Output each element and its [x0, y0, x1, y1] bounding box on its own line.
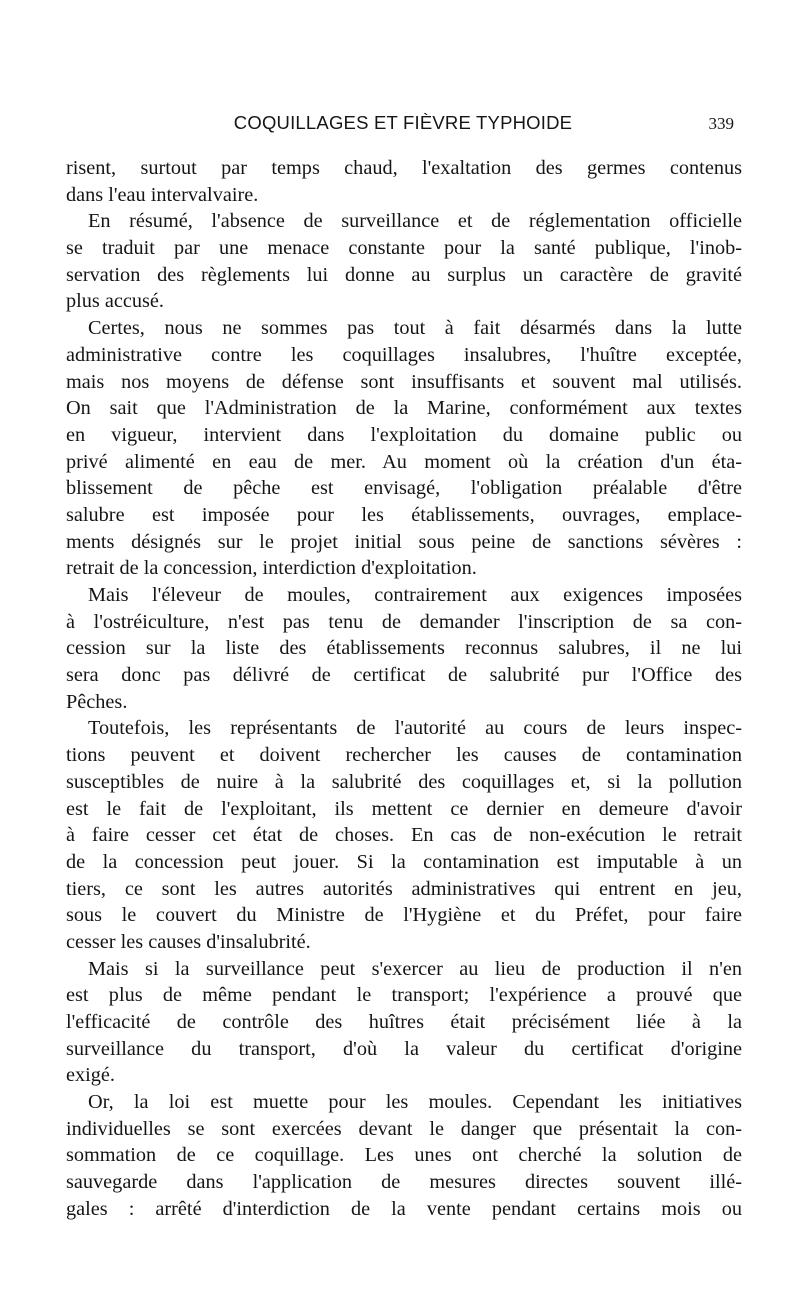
text-line: On sait que l'Administration de la Marine, conformément aux textes [66, 397, 742, 420]
text-line: Pêches. [66, 690, 128, 713]
text-line: administrative contre les coquillages insalubres, l'huître exceptée, [66, 343, 742, 366]
text-line: Toutefois, les représentants de l'autorité au cours de leurs inspec- [88, 717, 742, 740]
page-number: 339 [708, 114, 734, 133]
text-line: ments désignés sur le projet initial sous peine de sanctions sévères : [66, 530, 742, 553]
text-line: cession sur la liste des établissements reconnus salubres, il ne lui [66, 637, 742, 660]
text-line: sauvegarde dans l'application de mesures directes souvent illé- [66, 1171, 742, 1194]
text-line: sous le couvert du Ministre de l'Hygiène et du Préfet, pour faire [66, 904, 742, 927]
text-line: Mais si la surveillance peut s'exercer au lieu de production il n'en [88, 957, 742, 980]
text-line: susceptibles de nuire à la salubrité des coquillages et, si la pollution [66, 770, 742, 793]
text-line: risent, surtout par temps chaud, l'exaltation des germes contenus [66, 157, 742, 179]
text-line: tions peuvent et doivent rechercher les causes de contamination [66, 744, 742, 767]
text-line: individuelles se sont exercées devant le danger que présentait la con- [66, 1117, 742, 1140]
text-line: cesser les causes d'insalubrité. [66, 930, 311, 953]
running-title: COQUILLAGES ET FIÈVRE TYPHOIDE [233, 112, 573, 133]
text-line: retrait de la concession, interdiction d'exploitation. [66, 557, 477, 580]
text-line: à faire cesser cet état de choses. En cas de non-exécution le retrait [66, 824, 742, 847]
text-line: surveillance du transport, d'où la valeur du certificat d'origine [66, 1037, 742, 1060]
text-line: tiers, ce sont les autres autorités administratives qui entrent en jeu, [66, 877, 742, 900]
text-line: de la concession peut jouer. Si la contamination est imputable à un [66, 850, 742, 873]
text-line: dans l'eau intervalvaire. [66, 183, 259, 206]
text-line: est plus de même pendant le transport; l'expérience a prouvé que [66, 984, 742, 1007]
text-line: blissement de pêche est envisagé, l'obligation préalable d'être [66, 477, 742, 500]
text-line: Certes, nous ne sommes pas tout à fait désarmés dans la lutte [88, 317, 742, 340]
text-line: se traduit par une menace constante pour la santé publique, l'inob- [66, 237, 742, 260]
text-line: en vigueur, intervient dans l'exploitation du domaine public ou [66, 423, 742, 446]
text-line: Or, la loi est muette pour les moules. Cependant les initiatives [88, 1091, 742, 1114]
text-line: exigé. [66, 1064, 115, 1087]
text-line: salubre est imposée pour les établissements, ouvrages, emplace- [66, 503, 742, 526]
text-line: privé alimenté en eau de mer. Au moment où la création d'un éta- [66, 450, 742, 473]
text-line: sera donc pas délivré de certificat de salubrité pur l'Office des [66, 664, 742, 687]
text-line: En résumé, l'absence de surveillance et de réglementation officielle [88, 210, 742, 233]
page-header [66, 112, 740, 142]
text-line: mais nos moyens de défense sont insuffisants et souvent mal utilisés. [66, 370, 742, 393]
text-line: à l'ostréiculture, n'est pas tenu de demander l'inscription de sa con- [66, 610, 742, 633]
text-line: plus accusé. [66, 290, 164, 313]
text-line: Mais l'éleveur de moules, contrairement aux exigences imposées [88, 584, 742, 606]
text-line: est le fait de l'exploitant, ils mettent ce dernier en demeure d'avoir [66, 797, 742, 820]
text-line: sommation de ce coquillage. Les unes ont cherché la solution de [66, 1144, 742, 1167]
text-line: servation des règlements lui donne au surplus un caractère de gravité [66, 263, 742, 286]
text-line: l'efficacité de contrôle des huîtres était précisément liée à la [66, 1011, 742, 1033]
text-line: gales : arrêté d'interdiction de la vente pendant certains mois ou [66, 1197, 742, 1220]
body-text [66, 155, 742, 1223]
